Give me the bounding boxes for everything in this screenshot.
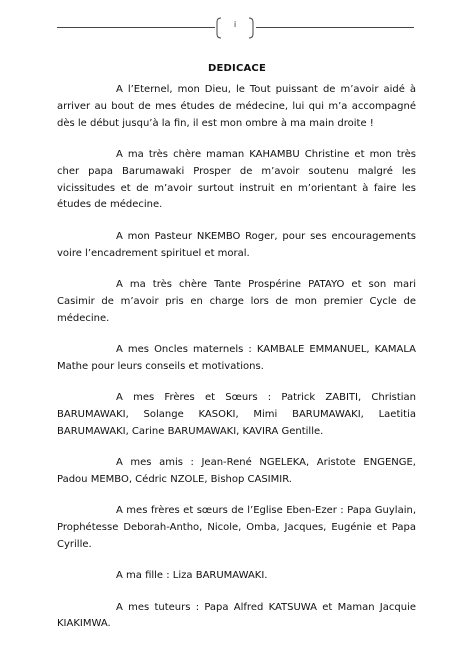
dedication-paragraph: A mes tuteurs : Papa Alfred KATSUWA et Maman Jacquie KIAKIMWA. [57, 601, 416, 630]
dedication-paragraph: A ma fille : Liza BARUMAWAKI. [116, 570, 268, 582]
page-number-frame [216, 17, 254, 39]
page-number: i [233, 20, 237, 29]
page-title: DEDICACE [207, 63, 266, 74]
dedication-paragraph: A ma très chère Tante Prospérine PATAYO et son mari Casimir de m’avoir pris en charge lors de mon premier Cycle de médecine. [57, 278, 416, 324]
dedication-paragraph: A ma très chère maman KAHAMBU Christine et mon très cher papa Barumawaki Prosper de m’avoir soutenu malgré les vicissitudes et de m’avoir surtout instruit en m’orientant à faire les études de médecine. [57, 148, 416, 211]
dedication-paragraph: A mes frères et sœurs de l’Eglise Eben-Ezer : Papa Guylain, Prophétesse Deborah-Antho, Nicole, Omba, Jacques, Eugénie et Papa Cyrille. [57, 505, 416, 550]
dedication-paragraph: A l’Eternel, mon Dieu, le Tout puissant de m’avoir aidé à arriver au bout de mes études de médecine, lui qui m’a accompagné dès le début jusqu’à la fin, il est mon ombre à ma main droite ! [57, 84, 416, 129]
dedication-paragraph: A mes Oncles maternels : KAMBALE EMMANUEL, KAMALA Mathe pour leurs conseils et motivations. [57, 343, 416, 372]
header-rule-left [57, 27, 215, 28]
dedication-paragraph: A mes Frères et Sœurs : Patrick ZABITI, Christian BARUMAWAKI, Solange KASOKI, Mimi BARUMAWAKI, Laetitia BARUMAWAKI, Carine BARUMAWAKI, KAVIRA Gentille. [57, 392, 416, 437]
dedication-paragraph: A mes amis : Jean-René NGELEKA, Aristote ENGENGE, Padou MEMBO, Cédric NZOLE, Bishop CASIMIR. [57, 457, 416, 485]
dedication-paragraph: A mon Pasteur NKEMBO Roger, pour ses encouragements voire l’encadrement spirituel et moral. [57, 230, 416, 259]
dedication-body [57, 82, 416, 648]
header-rule-right [256, 27, 414, 28]
